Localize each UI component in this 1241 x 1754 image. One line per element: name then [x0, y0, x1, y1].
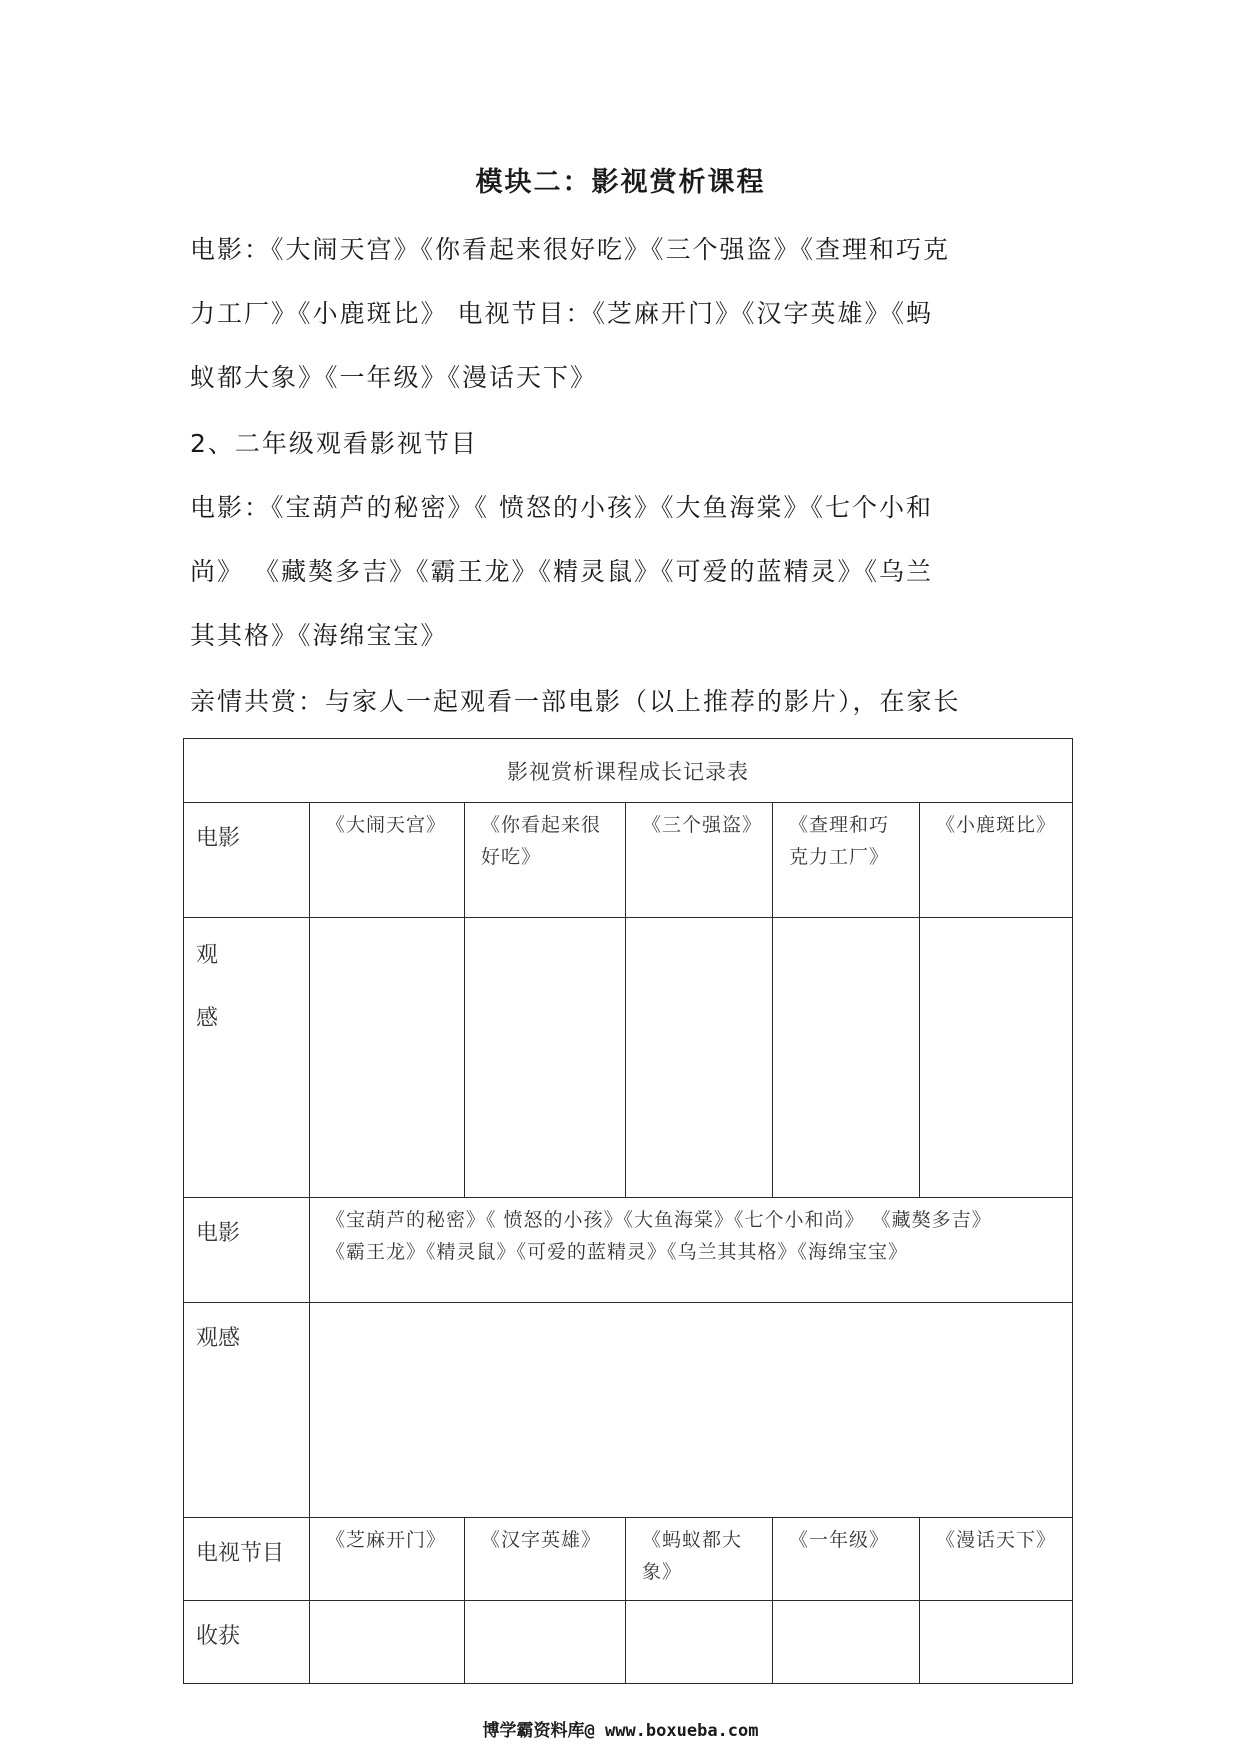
impression-cell[interactable]	[465, 918, 626, 1198]
grade2-line: 电影：《宝葫芦的秘密》《 愤怒的小孩》《大鱼海棠》《七个小和	[190, 493, 933, 522]
table-row	[184, 1601, 1073, 1684]
tv-title: 《汉字英雄》	[481, 1529, 602, 1551]
gain-label: 收获	[184, 1601, 310, 1684]
table-row	[184, 803, 1073, 918]
impression-cell[interactable]	[626, 918, 773, 1198]
intro-line: 力工厂》《小鹿斑比》 电视节目：《芝麻开门》《汉字英雄》《蚂	[190, 299, 933, 328]
tv-title: 《一年级》	[789, 1529, 890, 1551]
grade2-line: 其其格》《海绵宝宝》	[190, 621, 448, 650]
table-caption: 影视赏析课程成长记录表	[184, 739, 1073, 803]
movie-title: 《大闹天宫》	[326, 814, 447, 836]
movie-cell	[773, 803, 920, 918]
tv-title: 象》	[642, 1561, 683, 1583]
impression2-label: 观感	[184, 1303, 310, 1518]
family-viewing-text: 亲情共赏：与家人一起观看一部电影（以上推荐的影片），在家长	[190, 687, 961, 716]
table-row	[184, 1303, 1073, 1518]
intro-line: 蚁都大象》《一年级》《漫话天下》	[190, 363, 598, 392]
tv-title: 《漫话天下》	[936, 1529, 1057, 1551]
impression-cell[interactable]	[773, 918, 920, 1198]
movie-cell	[626, 803, 773, 918]
impression-label-char: 观	[196, 943, 219, 968]
gain-cell[interactable]	[465, 1601, 626, 1684]
tv-cell	[310, 1518, 465, 1601]
movie2-line: 《霸王龙》《精灵鼠》《可爱的蓝精灵》《乌兰其其格》《海绵宝宝》	[326, 1241, 909, 1263]
gain-cell[interactable]	[920, 1601, 1073, 1684]
impression2-cell[interactable]	[310, 1303, 1073, 1518]
tv-cell	[626, 1518, 773, 1601]
movie-label: 电影	[184, 803, 310, 918]
growth-record-table	[183, 738, 1073, 1684]
movie-title: 好吃》	[481, 846, 542, 868]
movie-title: 《三个强盗》	[642, 814, 763, 836]
footer-watermark: 博学霸资料库@ www.boxueba.com	[482, 1721, 759, 1741]
table-row	[184, 918, 1073, 1198]
grade2-heading: 2、二年级观看影视节目	[190, 429, 478, 458]
movie2-list	[310, 1198, 1073, 1303]
gain-cell[interactable]	[310, 1601, 465, 1684]
tv-title: 《芝麻开门》	[326, 1529, 447, 1551]
grade2-paragraph	[190, 476, 1070, 668]
movie-cell	[920, 803, 1073, 918]
movie-title: 《你看起来很	[481, 814, 602, 836]
tv-cell	[920, 1518, 1073, 1601]
movie-title: 克力工厂》	[789, 846, 890, 868]
intro-line: 电影：《大闹天宫》《你看起来很好吃》《三个强盗》《查理和巧克	[190, 235, 951, 264]
impression-label-char: 感	[196, 1006, 219, 1031]
movie2-label: 电影	[184, 1198, 310, 1303]
intro-paragraph	[190, 218, 1070, 410]
table-row	[184, 1198, 1073, 1303]
movie-cell	[465, 803, 626, 918]
movie-cell	[310, 803, 465, 918]
grade2-line: 尚》 《藏獒多吉》《霸王龙》《精灵鼠》《可爱的蓝精灵》《乌兰	[190, 557, 933, 586]
tv-cell	[465, 1518, 626, 1601]
table-row	[184, 1518, 1073, 1601]
gain-cell[interactable]	[773, 1601, 920, 1684]
gain-cell[interactable]	[626, 1601, 773, 1684]
movie-title: 《查理和巧	[789, 814, 890, 836]
movie-title: 《小鹿斑比》	[936, 814, 1057, 836]
impression-cell[interactable]	[310, 918, 465, 1198]
impression-cell[interactable]	[920, 918, 1073, 1198]
movie2-line: 《宝葫芦的秘密》《 愤怒的小孩》《大鱼海棠》《七个小和尚》 《藏獒多吉》	[326, 1209, 992, 1231]
tv-title: 《蚂蚁都大	[642, 1529, 743, 1551]
page-title: 模块二：影视赏析课程	[475, 167, 766, 198]
impression-label	[184, 918, 310, 1198]
tv-cell	[773, 1518, 920, 1601]
tv-label: 电视节目	[184, 1518, 310, 1601]
